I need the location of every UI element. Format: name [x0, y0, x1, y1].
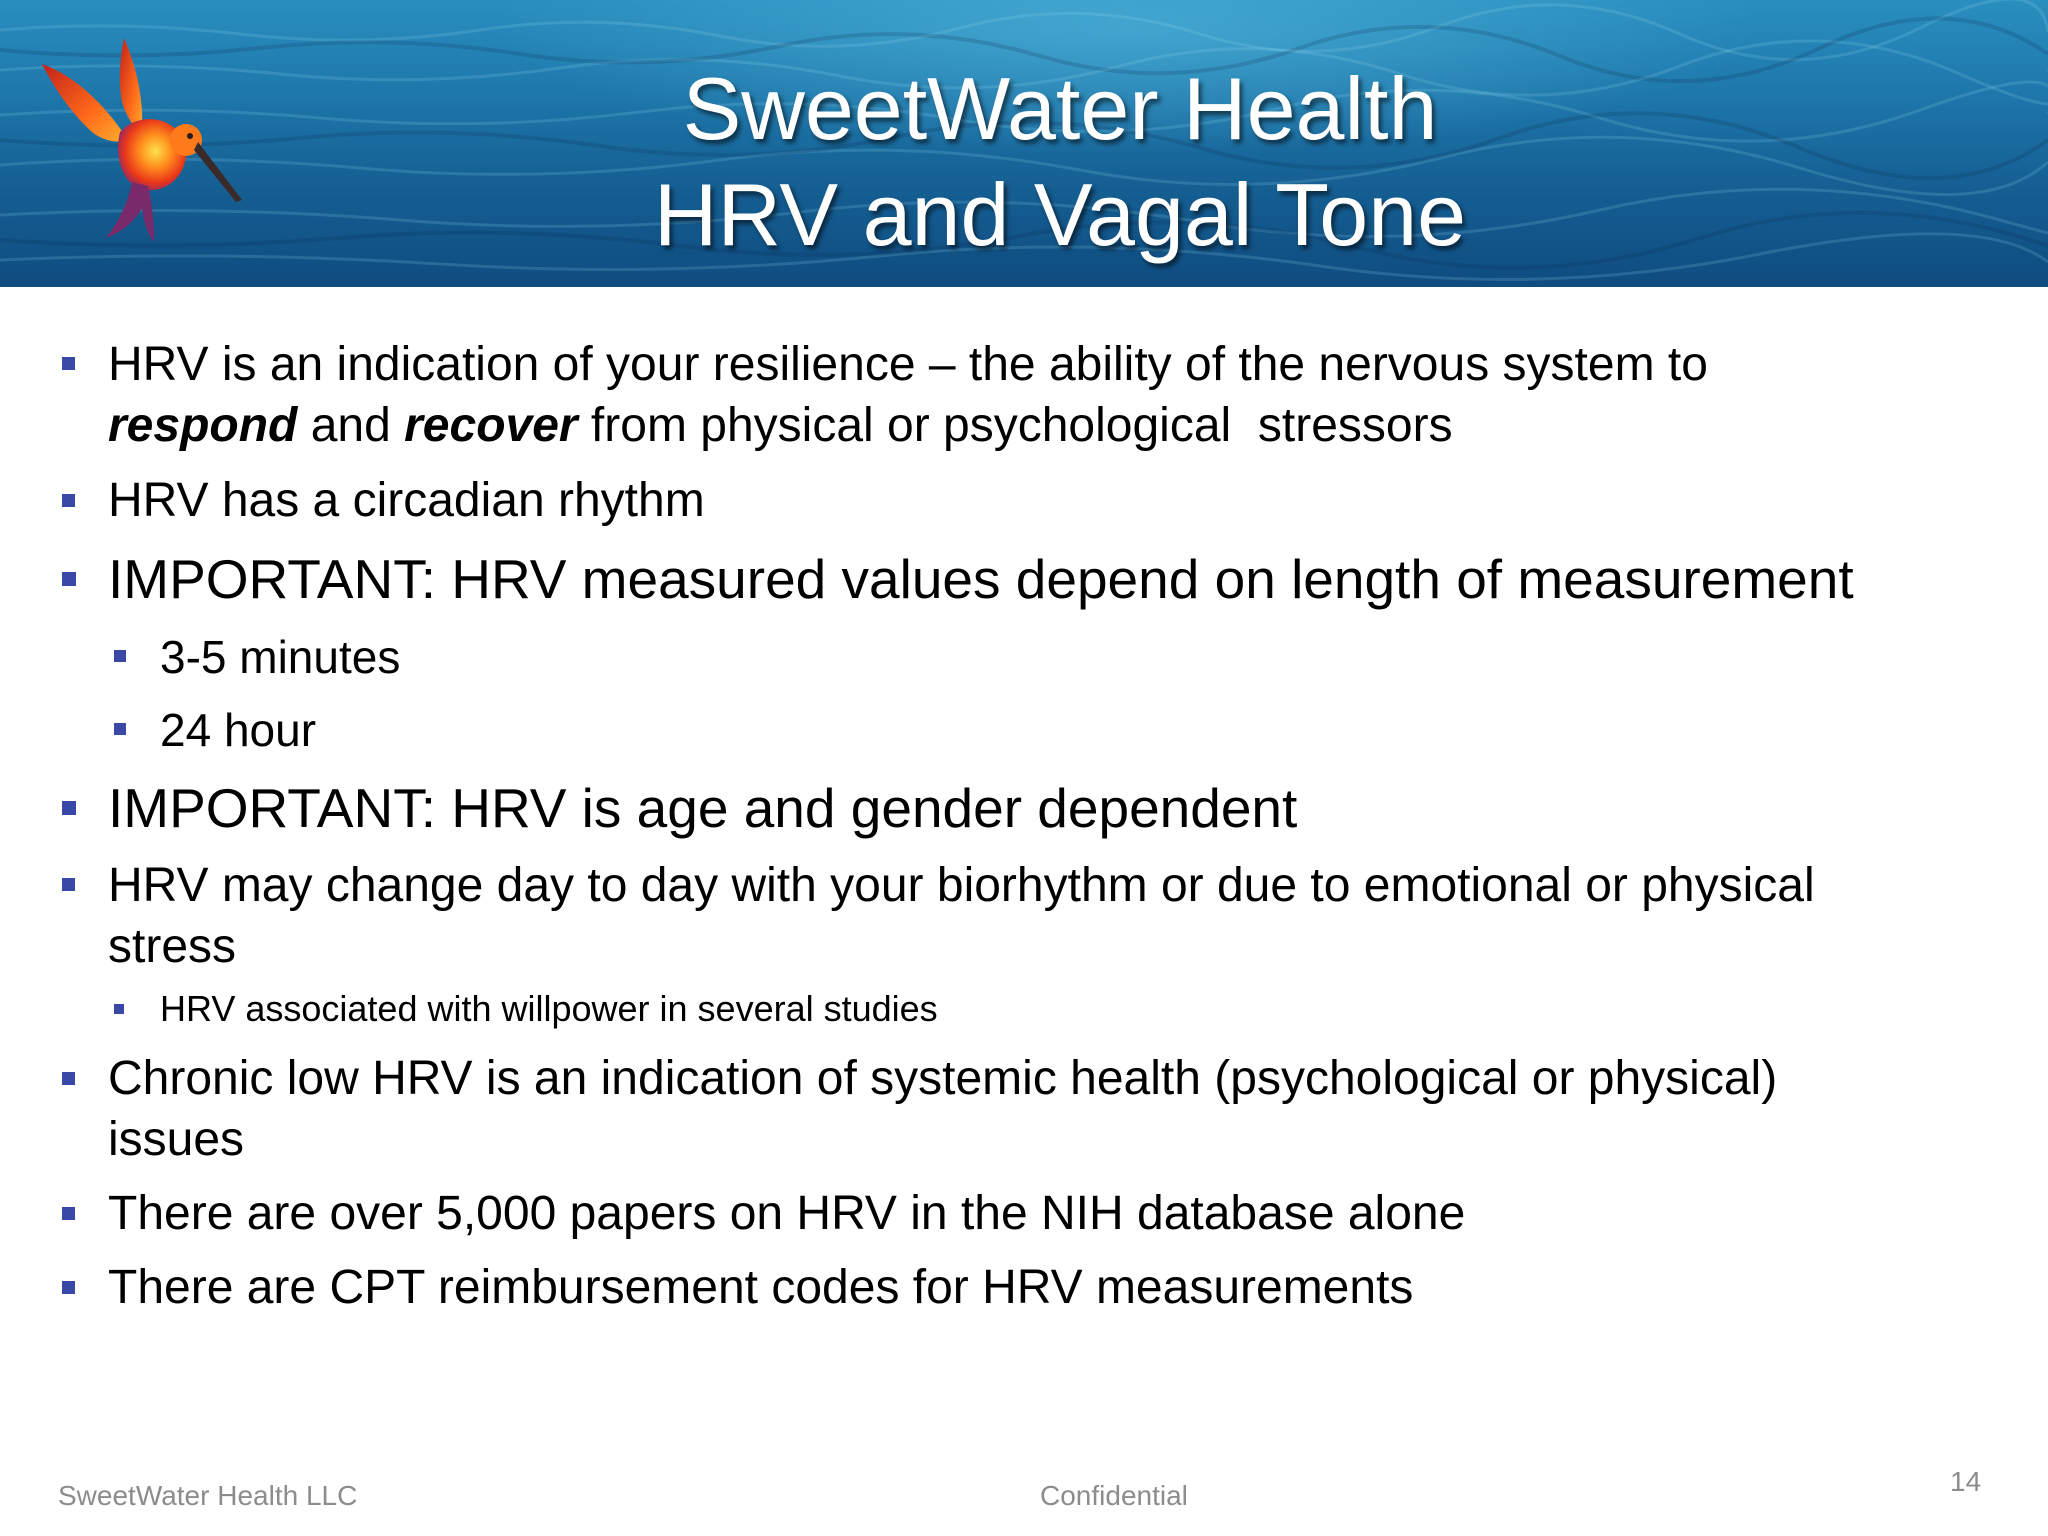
bullet-6-line-1: Chronic low HRV is an indication of systemic health (psychological or physical): [108, 1052, 1778, 1105]
sub-bullet-marker: [114, 723, 126, 735]
bullet-marker: [62, 1072, 75, 1085]
bullet-1-line-1: HRV is an indication of your resilience – the ability of the nervous system to: [108, 338, 1708, 391]
bullet-1-and: and: [297, 399, 405, 452]
page-number: 14: [1950, 1466, 1982, 1497]
bullet-6-line-2: issues: [108, 1113, 245, 1166]
sub-bullet-marker: [114, 1004, 124, 1014]
bold-respond: respond: [108, 399, 298, 452]
bullet-5-sub-1: HRV associated with willpower in several studies: [160, 988, 938, 1029]
footer-confidential: Confidential: [1040, 1480, 1188, 1511]
bullet-3: IMPORTANT: HRV measured values depend on length of measurement: [108, 548, 1854, 610]
title-line-1: SweetWater Health: [682, 59, 1438, 158]
bullet-1-line-2: [108, 398, 1453, 454]
bold-recover: recover: [404, 399, 578, 452]
bullet-marker: [62, 801, 76, 815]
bullet-4: IMPORTANT: HRV is age and gender dependent: [108, 777, 1298, 839]
bullet-3-sub-1: 3-5 minutes: [160, 631, 401, 683]
bullet-8: There are CPT reimbursement codes for HRV measurements: [108, 1261, 1414, 1314]
bullet-marker: [62, 494, 75, 507]
bullet-marker: [62, 878, 75, 891]
bullet-marker: [62, 1281, 75, 1294]
bullet-marker: [62, 357, 75, 370]
sub-bullet-marker: [114, 650, 126, 662]
bullet-2: HRV has a circadian rhythm: [108, 474, 705, 527]
bullet-3-sub-2: 24 hour: [160, 704, 317, 756]
bullet-5-line-2: stress: [108, 920, 237, 973]
footer-company: SweetWater Health LLC: [58, 1480, 358, 1511]
title-line-2: HRV and Vagal Tone: [653, 165, 1467, 264]
bullet-7: There are over 5,000 papers on HRV in the NIH database alone: [108, 1187, 1466, 1240]
bullet-5-line-1: HRV may change day to day with your biorhythm or due to emotional or physical: [108, 859, 1815, 912]
bullet-marker: [62, 1207, 75, 1220]
bullet-marker: [62, 572, 76, 586]
bullet-1-rest: from physical or psychological stressors: [577, 399, 1453, 452]
